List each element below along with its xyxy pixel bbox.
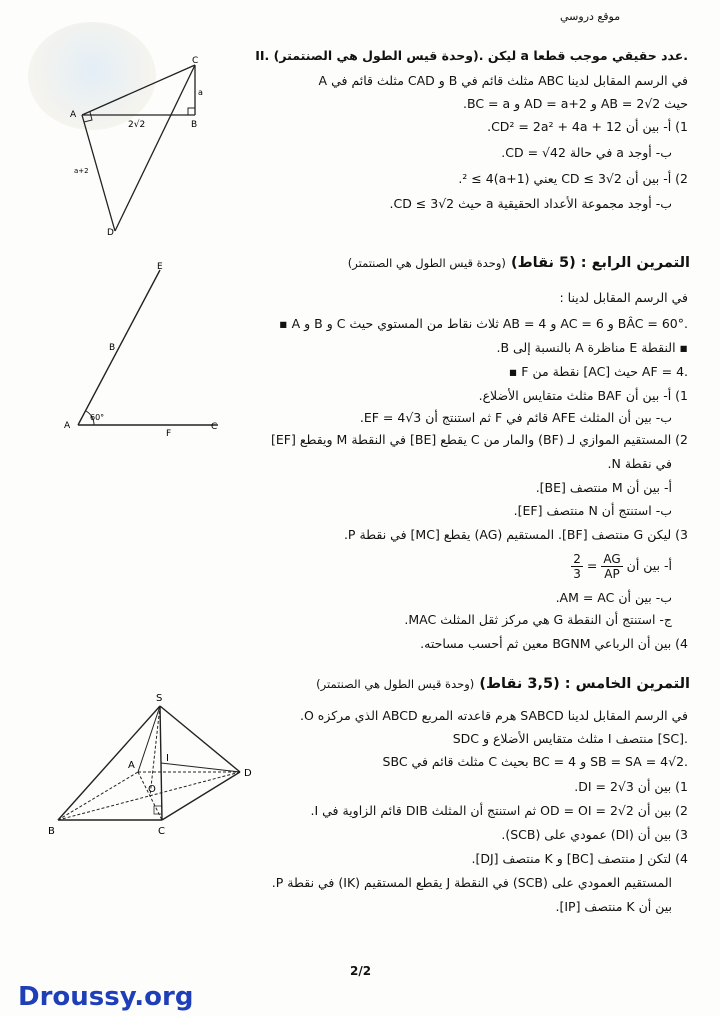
fig3-label-ad: a+2: [74, 167, 89, 175]
watermark: Droussy.org: [18, 982, 194, 1012]
ex4-intro: في الرسم المقابل لدينا :: [559, 290, 688, 305]
ex5-l2: SDC مثلث متقايس الأضلاع و I منتصف [SC].: [452, 731, 688, 746]
figure-pyramid-sabcd: [40, 688, 270, 858]
ex5-q4: 4) لتكن J منتصف [BC] و K منتصف [DJ].: [471, 851, 688, 866]
fig5-label-b: B: [48, 826, 55, 837]
ex4-q3b: ب- بين أن AM = AC.: [555, 590, 672, 605]
fig3-label-d: D: [107, 228, 114, 238]
fig5-label-i: I: [166, 753, 169, 764]
ex5-q1: 1) بين أن DI = 2√3.: [574, 779, 688, 794]
ex4-q3a-eq: =: [586, 558, 598, 573]
fig5-label-s: S: [156, 693, 163, 704]
fig5-label-a: A: [128, 760, 135, 771]
ex4-q3a-rnum: 2: [573, 552, 581, 566]
ex5-q4a: المستقيم العمودي على (SCB) في النقطة J يقطع المستقيم (IK) في نقطة P.: [271, 875, 672, 890]
ex4-b3: ▪ F نقطة من [AC] حيث AF = 4.: [508, 364, 688, 379]
ex3-line3: حيث AB = 2√2 و AD = a+2 و BC = a.: [463, 96, 688, 111]
site-name: موقع دروسي: [560, 10, 621, 23]
ex4-q1b: ب- بين أن المثلث AFE قائم في F ثم استنتج أن EF = 4√3.: [359, 410, 672, 425]
page-number: 2/2: [350, 964, 372, 978]
fig4-label-f: F: [166, 429, 172, 439]
ex4-q2cont: في نقطة N.: [607, 456, 672, 471]
ex4-heading: [348, 255, 690, 271]
fig4-label-a: A: [64, 421, 71, 431]
ex5-title: التمرين الخامس : (3,5 نقاط): [479, 676, 690, 692]
figure-triangle-abef: [58, 260, 228, 440]
fig4-angle: 60°: [90, 413, 105, 422]
ex5-q2: 2) بين أن OD = OI = 2√2 ثم استنتج أن المثلث DIB قائم الزاوية في I.: [310, 803, 688, 818]
ex3-q1b: ب- أوجد a في حالة CD = √42.: [501, 145, 672, 160]
ex4-q3: 3) ليكن G منتصف [BF]. المستقيم (AG) يقطع [MC] في نقطة P.: [343, 527, 688, 542]
ex4-q3a-den: AP: [604, 567, 620, 581]
ex3-q2b: ب- أوجد مجموعة الأعداد الحقيقية a حيث CD ≤ 3√2.: [389, 196, 672, 211]
ex5-q4b: بين أن K منتصف [IP].: [555, 899, 672, 914]
ex3-intro: II. (وحدة قيس الطول هي الصنتمتر). ليكن a عدد حقيقي موجب قطعا.: [255, 48, 688, 63]
ex4-q3a-lhs: [601, 552, 622, 581]
ex4-q3c: ج- استنتج أن النقطة G هي مركز ثقل المثلث MAC.: [404, 612, 672, 627]
ex4-q3a-rhs: [571, 552, 583, 581]
ex5-q3: 3) بين أن (DI) عمودي على (SCB).: [501, 827, 688, 842]
fig3-label-c: C: [192, 56, 199, 66]
ex4-q2: 2) المستقيم الموازي لـ (BF) والمار من C يقطع [BE] في النقطة M ويقطع [EF]: [270, 432, 688, 447]
ex4-title: التمرين الرابع : (5 نقاط): [510, 255, 690, 271]
fig4-label-c: C: [211, 422, 218, 432]
ex3-line2: في الرسم المقابل لدينا ABC مثلث قائم في B و CAD مثلث قائم في A: [318, 73, 688, 88]
fig4-label-b: B: [109, 343, 116, 353]
ex4-q3a: [571, 552, 672, 581]
fig5-label-c: C: [158, 826, 165, 837]
ex4-q2b: ب- استنتج أن N منتصف [EF].: [513, 503, 672, 518]
figure-triangle-abcd: [60, 55, 220, 240]
fig3-label-b: B: [191, 120, 198, 130]
ex5-l3: SBC مثلث قائم في C بحيث BC = 4 و SB = SA = 4√2.: [382, 754, 688, 769]
ex4-q1a: 1) أ- بين أن BAF مثلث متقايس الأضلاع.: [478, 388, 688, 403]
ex4-b2: ▪ النقطة E مناظرة A بالنسبة إلى B.: [496, 340, 688, 355]
ex4-q2a: أ- بين أن M منتصف [BE].: [535, 480, 672, 495]
ex4-b1: ▪ A و B و C ثلاث نقاط من المستوي حيث AB = 4 و AC = 6 و BÂC = 60°.: [279, 316, 688, 331]
fig5-label-d: D: [244, 768, 252, 779]
ex5-unit: (وحدة قيس الطول هي الصنتمتر): [316, 677, 475, 691]
fig4-label-e: E: [157, 262, 163, 272]
ex4-q3a-num: AG: [603, 552, 621, 566]
ex3-q1a: 1) أ- بين أن CD² = 2a² + 4a + 12.: [487, 119, 688, 134]
fig5-label-o: O: [148, 784, 156, 795]
ex4-q3a-label: أ- بين أن: [626, 558, 672, 573]
ex5-intro: في الرسم المقابل لدينا SABCD هرم قاعدته المربع ABCD الذي مركزه O.: [299, 708, 688, 723]
ex4-unit: (وحدة قيس الطول هي الصنتمتر): [347, 256, 506, 270]
ex4-q3a-rden: 3: [573, 567, 581, 581]
fig3-label-a: A: [70, 110, 77, 120]
ex4-q4: 4) بين أن الرباعي BGNM معين ثم أحسب مساحته.: [420, 636, 688, 651]
fig3-label-ab: 2√2: [128, 120, 146, 130]
fig3-label-a-side: a: [198, 88, 203, 97]
ex5-heading: [316, 676, 690, 692]
ex3-q2a: 2) أ- بين أن CD ≤ 3√2 يعني (a+1)² ≤ 4.: [458, 171, 688, 186]
